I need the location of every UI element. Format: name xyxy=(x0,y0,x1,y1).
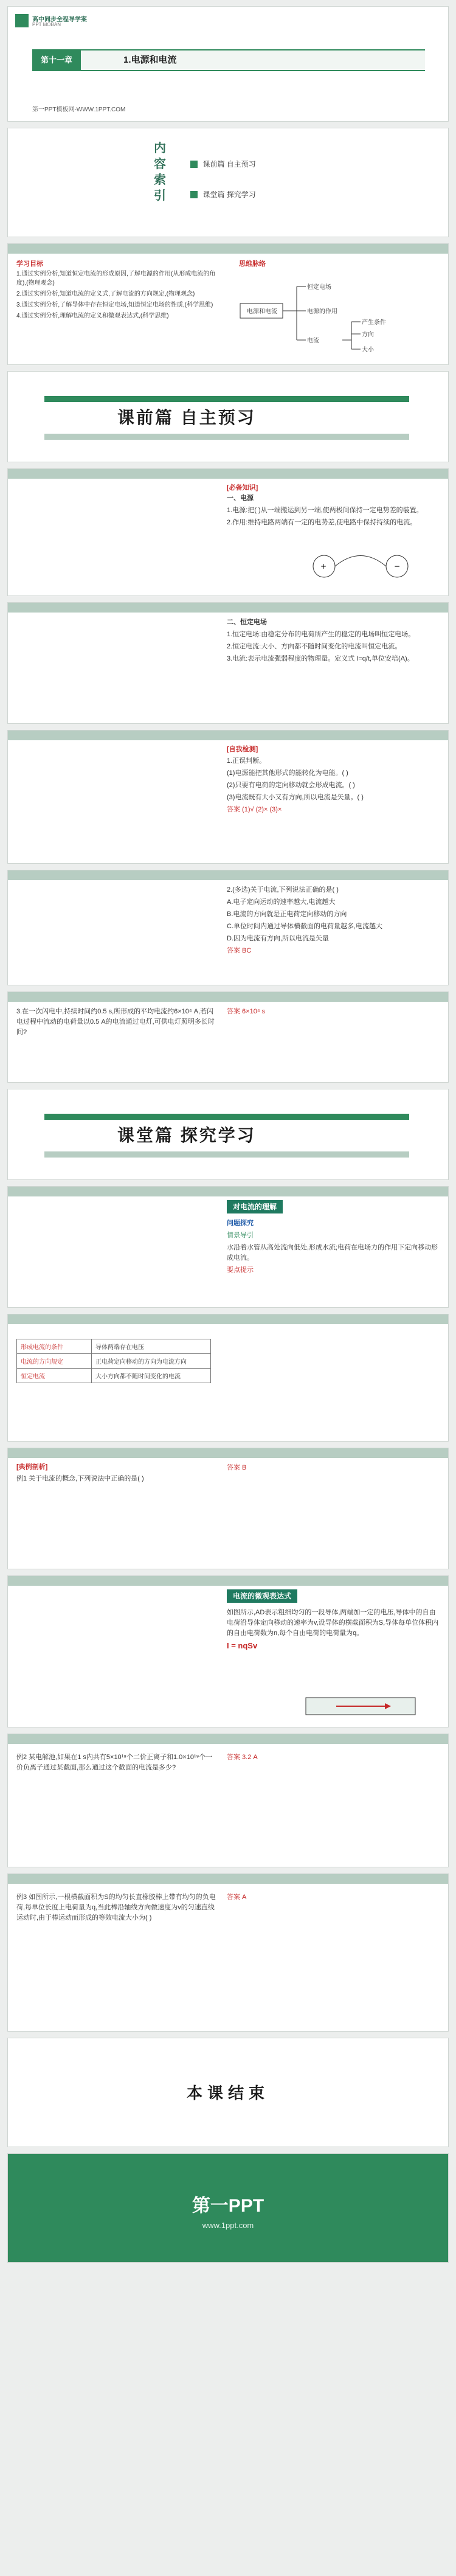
table-cell: 大小方向都不随时间变化的电流 xyxy=(92,1369,211,1383)
topic1-header: 对电流的理解 xyxy=(227,1200,283,1213)
topic1-question: 问题探究 xyxy=(227,1220,254,1227)
option-b: B.电流的方向就是正电荷定向移动的方向 xyxy=(227,911,347,918)
knowledge-h1: 一、电源 xyxy=(227,495,254,502)
selfcheck-body xyxy=(227,756,440,817)
table-row xyxy=(17,1339,211,1354)
example3-slide xyxy=(7,1873,449,2032)
summary-slide xyxy=(7,2038,449,2147)
table-cell: 形成电流的条件 xyxy=(17,1339,92,1354)
top-band xyxy=(8,244,448,254)
mindmap-title: 思维脉络 xyxy=(239,260,266,268)
top-band xyxy=(8,731,448,740)
map-node: 电源的作用 xyxy=(307,308,337,315)
top-band xyxy=(8,1187,448,1196)
map-node: 大小 xyxy=(362,347,374,353)
selfcheck-item: (3)电流既有大小又有方向,所以电流是矢量。( ) xyxy=(227,794,364,801)
question3-text: 3.在一次闪电中,持续时间约0.5 s,所形成的平均电流约6×10⁴ A,若闪电过程中流动的电荷量以0.5 A的电流通过电灯,可供电灯照明多长时间? xyxy=(16,1008,215,1036)
topic1-content: 水沿着水管从高处流向低处,形成水流;电荷在电场力的作用下定向移动形成电流。 xyxy=(227,1244,438,1262)
table-slide xyxy=(7,1314,449,1442)
question2-answer: 答案 BC xyxy=(227,947,252,954)
knowledge-p5: 3.电流:表示电流强弱程度的物理量。定义式 I=q/t,单位安培(A)。 xyxy=(227,655,414,662)
section-banner xyxy=(44,396,409,440)
example2-body xyxy=(16,1752,217,1775)
map-node: 电流 xyxy=(307,338,319,344)
example1-tag: [典例剖析] xyxy=(16,1463,48,1471)
question3-body xyxy=(16,1007,217,1040)
chapter-label: 第十一章 xyxy=(32,50,81,70)
cover-slide xyxy=(7,6,449,122)
top-band xyxy=(8,1576,448,1586)
selfcheck-answer: 答案 (1)√ (2)× (3)× xyxy=(227,806,282,813)
goals-slide xyxy=(7,243,449,365)
selfcheck-slide xyxy=(7,730,449,864)
green-square-icon xyxy=(190,191,198,198)
goals-list xyxy=(16,269,217,322)
toc-item-1[interactable] xyxy=(190,159,256,170)
example3-body xyxy=(16,1892,217,1925)
option-d: D.因为电流有方向,所以电流是矢量 xyxy=(227,935,330,942)
knowledge-p4: 2.恒定电流:大小、方向都不随时间变化的电流叫恒定电流。 xyxy=(227,643,402,650)
table-cell: 电流的方向规定 xyxy=(17,1354,92,1369)
banner-stripe xyxy=(44,1151,409,1158)
preview-banner-slide xyxy=(7,371,449,462)
toc-item-2[interactable] xyxy=(190,189,256,200)
topic1-answer-label: 要点提示 xyxy=(227,1266,254,1274)
question3-slide xyxy=(7,991,449,1083)
selfcheck-item: (2)只要有电荷的定向移动就会形成电流。( ) xyxy=(227,782,355,789)
logo xyxy=(15,13,100,29)
map-center: 电源和电流 xyxy=(247,308,277,315)
question2-text: 2.(多选)关于电流,下列说法正确的是( ) xyxy=(227,886,339,894)
knowledge-p2: 2.作用:维持电路两端有一定的电势差,使电路中保持持续的电流。 xyxy=(227,519,417,526)
battery-diagram xyxy=(300,548,421,585)
cover-url: 第一PPT模板网-WWW.1PPT.COM xyxy=(32,106,126,113)
knowledge-body xyxy=(227,493,440,530)
chapter-bar xyxy=(32,49,425,71)
topic2-content: 如图所示,AD表示粗细均匀的一段导体,两端加一定的电压,导体中的自由电荷沿导体定向移动的速率为v,设导体的横截面积为S,导体每单位体积内的自由电荷数为n,每个自由电荷的电荷量为q。 xyxy=(227,1609,439,1637)
top-band xyxy=(8,1448,448,1458)
top-band xyxy=(8,1874,448,1884)
knowledge-p1: 1.电源:把( )从一端搬运到另一端,使两极间保持一定电势差的装置。 xyxy=(227,507,423,514)
section-banner xyxy=(44,1114,409,1158)
toc-item-1-label: 课前篇 自主预习 xyxy=(202,160,256,168)
example2-slide xyxy=(7,1734,449,1867)
toc-item-2-label: 课堂篇 探究学习 xyxy=(202,190,256,199)
knowledge-tag: [必备知识] xyxy=(227,484,258,491)
ad-slide xyxy=(7,2153,449,2263)
banner-title: 课堂篇 探究学习 xyxy=(117,1126,256,1145)
top-band xyxy=(8,1314,448,1324)
knowledge-p3: 1.恒定电场:由稳定分布的电荷所产生的稳定的电场叫恒定电场。 xyxy=(227,631,415,638)
knowledge-slide xyxy=(7,468,449,596)
svg-text:−: − xyxy=(394,562,401,571)
topic1-slide xyxy=(7,1186,449,1308)
goal-item: 2.通过实例分析,知道电流的定义式,了解电流的方向规定,(物理观念) xyxy=(16,291,195,297)
table-cell: 导体两端存在电压 xyxy=(92,1339,211,1354)
lesson-title: 1.电源和电流 xyxy=(123,55,177,65)
example1-body xyxy=(16,1474,217,1486)
knowledge2-slide xyxy=(7,602,449,724)
example2-text: 例2 某电解池,如果在1 s内共有5×10¹⁸个二价正离子和1.0×10¹⁹个一价负离子通过某截面,那么通过这个截面的电流是多少? xyxy=(16,1754,213,1771)
map-node: 恒定电场 xyxy=(307,284,331,291)
selfcheck-item: (1)电源能把其他形式的能转化为电能。( ) xyxy=(227,769,348,777)
map-node: 方向 xyxy=(362,332,374,338)
topic2-header: 电流的微观表达式 xyxy=(227,1589,297,1603)
logo-line1: 高中同步全程导学案 xyxy=(32,16,87,23)
summary-title: 本课结束 xyxy=(186,2084,269,2102)
example1-answer: 答案 B xyxy=(227,1464,247,1471)
svg-text:+: + xyxy=(320,562,327,571)
topic1-scene: 情景导引 xyxy=(227,1232,254,1239)
question2-body xyxy=(227,885,440,958)
table-row xyxy=(17,1369,211,1383)
example2-answer: 答案 3.2 A xyxy=(227,1754,258,1761)
conductor-diagram xyxy=(300,1692,421,1722)
toc-slide xyxy=(7,128,449,237)
goal-item: 1.通过实例分析,知道恒定电流的形成原因,了解电源的作用(从形成电流的角度),(物理观念) xyxy=(16,271,216,286)
selfcheck-tag: [自我检测] xyxy=(227,746,258,753)
logo-line2: PPT MOBAN xyxy=(32,22,61,27)
ad-url[interactable]: www.1ppt.com xyxy=(202,2221,254,2230)
top-band xyxy=(8,603,448,613)
goals-title: 学习目标 xyxy=(16,260,43,268)
topic2-slide xyxy=(7,1575,449,1727)
banner-title: 课前篇 自主预习 xyxy=(117,408,256,427)
green-square-icon xyxy=(190,161,198,168)
banner-stripe xyxy=(44,396,409,402)
question3-answer: 答案 6×10⁴ s xyxy=(227,1008,266,1015)
knowledge2-body xyxy=(227,617,440,666)
ad-brand: 第一PPT xyxy=(192,2196,264,2216)
selfcheck-q: 1.正误判断。 xyxy=(227,757,266,765)
option-a: A.电子定向运动的速率越大,电流越大 xyxy=(227,898,336,906)
topic2-formula: I = nqSv xyxy=(227,1641,258,1650)
top-band xyxy=(8,870,448,880)
top-band xyxy=(8,992,448,1002)
classroom-banner-slide xyxy=(7,1089,449,1180)
example1-slide xyxy=(7,1448,449,1569)
goal-item: 3.通过实例分析,了解导体中存在恒定电场,知道恒定电场的性质,(科学思维) xyxy=(16,302,213,308)
knowledge-h2: 二、恒定电场 xyxy=(227,619,267,626)
banner-stripe xyxy=(44,1114,409,1120)
example3-answer: 答案 A xyxy=(227,1894,247,1901)
table-cell: 正电荷定向移动的方向为电流方向 xyxy=(92,1354,211,1369)
topic2-body xyxy=(227,1608,440,1653)
table-cell: 恒定电流 xyxy=(17,1369,92,1383)
banner-stripe xyxy=(44,434,409,440)
map-node: 产生条件 xyxy=(362,319,386,326)
topic1-body xyxy=(227,1218,440,1277)
goal-item: 4.通过实例分析,理解电流的定义和微观表达式,(科学思维) xyxy=(16,313,169,319)
question2-slide xyxy=(7,870,449,985)
concept-table xyxy=(16,1339,211,1383)
toc-title: 内容索引 xyxy=(154,142,166,203)
top-band xyxy=(8,1734,448,1744)
top-band xyxy=(8,469,448,479)
table-row xyxy=(17,1354,211,1369)
option-c: C.单位时间内通过导体横截面的电荷量越多,电流越大 xyxy=(227,923,383,930)
example1-text: 例1 关于电流的概念,下列说法中正确的是( ) xyxy=(16,1475,144,1482)
example3-text: 例3 如图所示,一根横截面积为S的均匀长直橡胶棒上带有均匀的负电荷,每单位长度上电荷量为q,当此棒沿轴线方向做速度为v的匀速直线运动时,由于棒运动而形成的等效电流大小为( ) xyxy=(16,1894,216,1922)
